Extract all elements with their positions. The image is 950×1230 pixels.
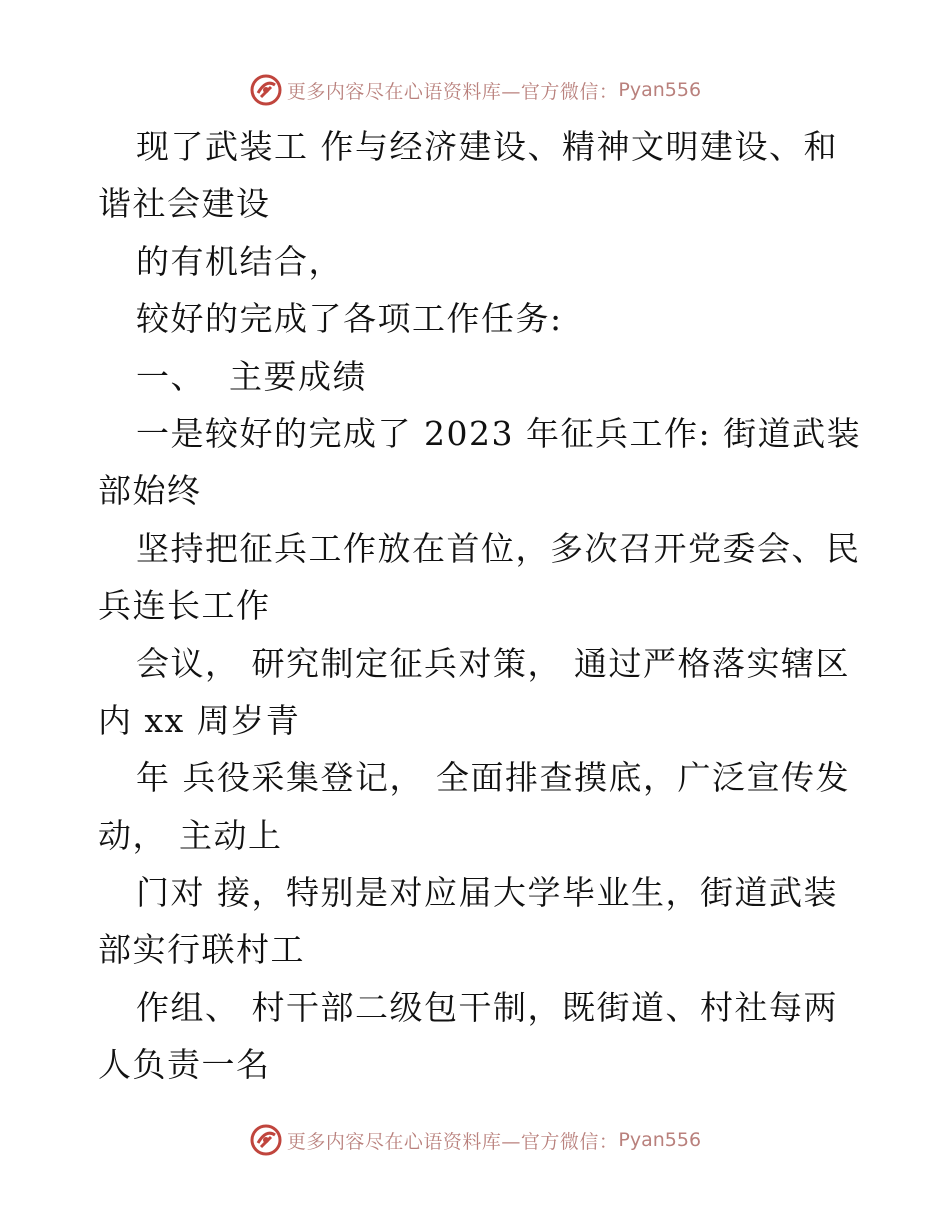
paragraph-line: 门对 接，特别是对应届大学毕业生，街道武装 <box>136 873 838 913</box>
watermark-text: 更多内容尽在心语资料库—官方微信： <box>286 80 619 103</box>
wechat-id: Pyan556 <box>618 1129 702 1151</box>
footer-watermark <box>0 1120 950 1160</box>
header-watermark <box>0 70 950 110</box>
paragraph-line: 年 兵役采集登记， 全面排查摸底，广泛宣传发 <box>136 758 850 798</box>
document-body <box>98 118 862 1094</box>
logo-icon <box>249 1123 283 1157</box>
paragraph-line: 兵连长工作 <box>98 586 271 626</box>
paragraph-line: 人负责一名 <box>98 1045 271 1085</box>
paragraph-line: 会议， 研究制定征兵对策， 通过严格落实辖区 <box>136 643 850 683</box>
paragraph-line: 内 xx 周岁青 <box>98 700 301 740</box>
paragraph-line: 现了武装工 作与经济建设、精神文明建设、和 <box>136 127 838 166</box>
wechat-id: Pyan556 <box>618 79 702 101</box>
paragraph-line: 谐社会建设 <box>98 184 271 224</box>
paragraph-line: 的有机结合， <box>136 241 343 281</box>
paragraph-line: 坚持把征兵工作放在首位，多次召开党委会、民 <box>136 528 861 568</box>
paragraph-line: 部实行联村工 <box>98 930 305 970</box>
watermark-text: 更多内容尽在心语资料库—官方微信： <box>286 1130 619 1153</box>
paragraph-line: 较好的完成了各项工作任务: <box>136 299 563 339</box>
paragraph-line: 作组、 村干部二级包干制，既街道、村社每两 <box>136 987 838 1027</box>
paragraph-line: 动， 主动上 <box>98 815 283 855</box>
paragraph-line: 一是较好的完成了 2023 年征兵工作: 街道武装 <box>136 413 862 453</box>
logo-icon <box>249 73 283 107</box>
paragraph-line: 部始终 <box>98 471 202 511</box>
section-heading: 一、 主要成绩 <box>136 356 367 396</box>
